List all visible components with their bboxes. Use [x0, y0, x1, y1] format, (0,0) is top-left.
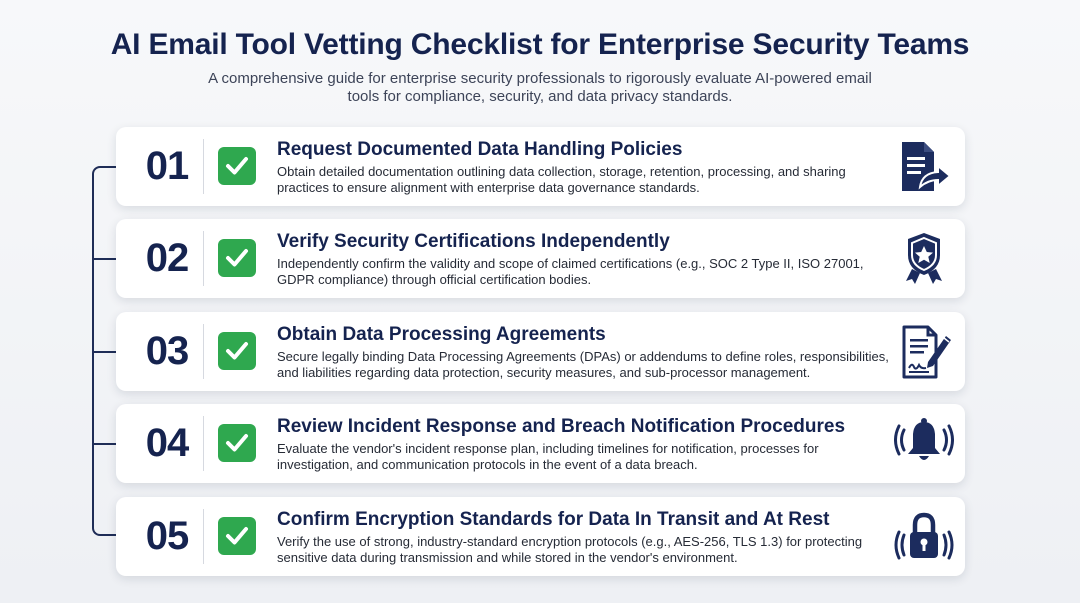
- checklist-item: [116, 404, 965, 483]
- item-number: 02: [145, 236, 189, 280]
- checkmark-icon: [218, 424, 256, 462]
- page-subtitle: A comprehensive guide for enterprise security professionals to rigorously evaluate AI-powered email tools for compliance, security, and data privacy standards.: [208, 70, 872, 105]
- item-heading: Confirm Encryption Standards for Data In Transit and At Rest: [277, 509, 830, 530]
- checkmark-icon: [218, 332, 256, 370]
- divider: [203, 509, 204, 564]
- checkmark-icon: [218, 239, 256, 277]
- checklist-item: [116, 312, 965, 391]
- divider: [203, 416, 204, 471]
- timeline-tick: [92, 258, 116, 260]
- checkmark-icon: [218, 517, 256, 555]
- padlock-icon: [894, 509, 954, 565]
- checklist-item: [116, 127, 965, 206]
- item-number: 05: [145, 514, 189, 558]
- signed-contract-icon: [894, 324, 954, 380]
- item-number: 03: [145, 329, 189, 373]
- item-description: Independently confirm the validity and scope of claimed certifications (e.g., SOC 2 Type II, ISO 27001, GDPR compliance) through official certification bodies.: [277, 256, 864, 287]
- divider: [203, 324, 204, 379]
- divider: [203, 139, 204, 194]
- timeline-tick: [92, 351, 116, 353]
- item-number: 04: [145, 421, 189, 465]
- item-description: Evaluate the vendor's incident response plan, including timelines for notification, processes for investigation, and communication protocols in the event of a data breach.: [277, 441, 819, 472]
- item-description: Obtain detailed documentation outlining data collection, storage, retention, processing, and sharing practices to ensure alignment with enterprise data governance standards.: [277, 164, 846, 195]
- page-title: AI Email Tool Vetting Checklist for Enterprise Security Teams: [110, 28, 970, 61]
- item-description: Verify the use of strong, industry-standard encryption protocols (e.g., AES-256, TLS 1.3) for protecting sensitive data during transmission and while stored in the vendor's environment.: [277, 534, 863, 565]
- alarm-bell-icon: [894, 416, 954, 472]
- item-heading: Request Documented Data Handling Policies: [277, 139, 683, 160]
- item-heading: Obtain Data Processing Agreements: [277, 324, 606, 345]
- document-share-icon: [894, 139, 954, 195]
- shield-badge-icon: [894, 231, 954, 287]
- divider: [203, 231, 204, 286]
- checkmark-icon: [218, 147, 256, 185]
- item-heading: Review Incident Response and Breach Notification Procedures: [277, 416, 846, 437]
- item-description: Secure legally binding Data Processing Agreements (DPAs) or addendums to define roles, responsibilities, and liabilities regarding data protection, security measures, and sub-processor management.: [277, 349, 889, 380]
- timeline-tick: [92, 443, 116, 445]
- checklist-item: [116, 219, 965, 298]
- item-heading: Verify Security Certifications Independently: [277, 231, 670, 252]
- item-number: 01: [145, 144, 189, 188]
- checklist-item: [116, 497, 965, 576]
